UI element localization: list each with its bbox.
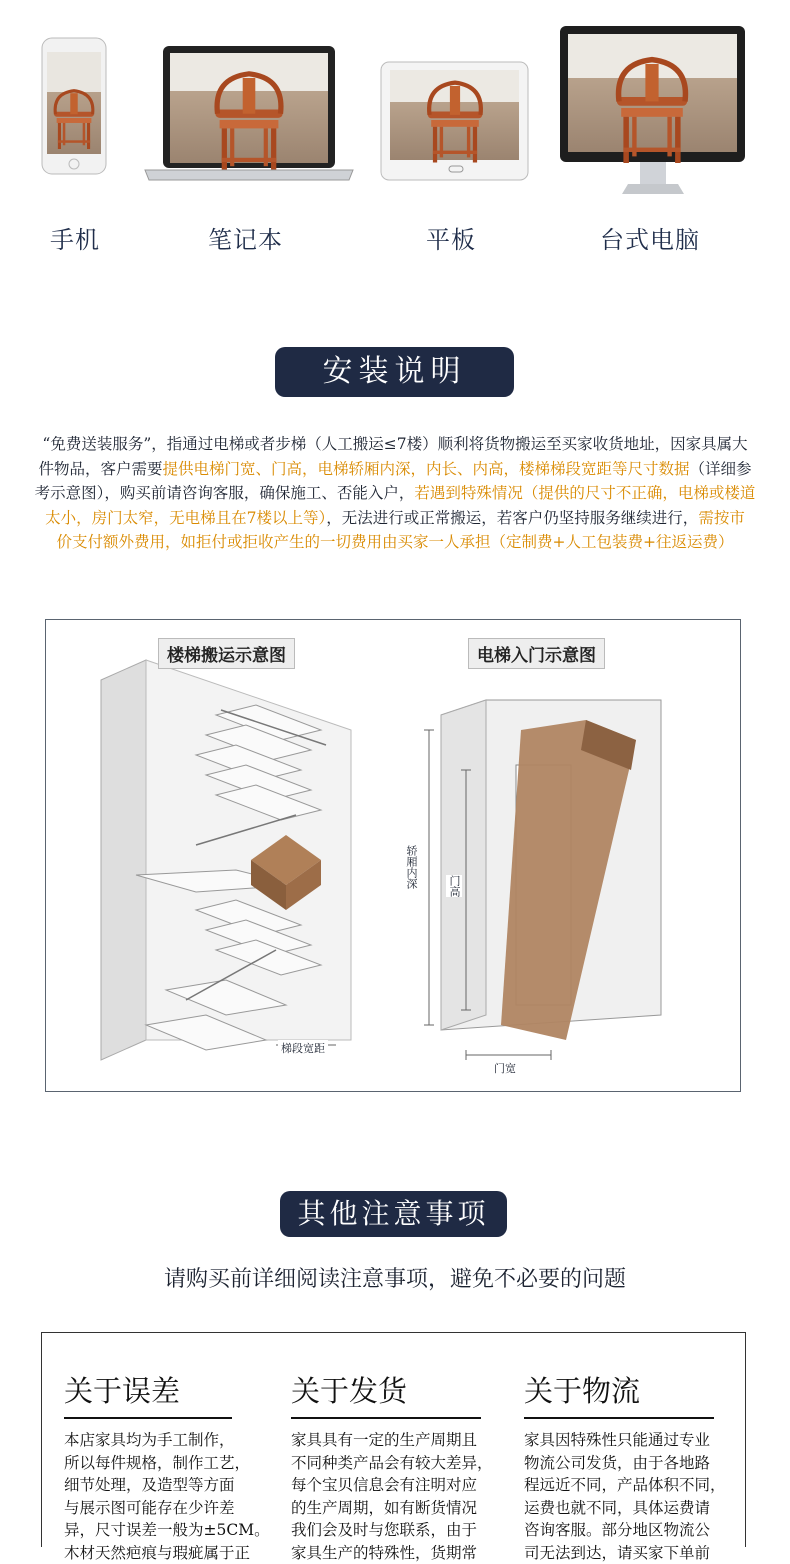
install-highlight: 提供电梯门宽、门高，电梯轿厢内深，内长、内高，楼梯梯段宽距等尺寸数据	[162, 460, 689, 478]
notes-line: 所以每件规格，制作工艺，	[64, 1452, 270, 1475]
install-line-1: “免费送装服务”，指通过电梯或者步梯（人工搬运≤7楼）顺利将货物搬运至买家收货地址，因家具属大	[0, 432, 790, 457]
notes-column-rule	[524, 1417, 714, 1419]
notes-column-body-logistics	[524, 1429, 726, 1564]
install-highlight: 若遇到特殊情况（提供的尺寸不正确，电梯或楼道	[414, 484, 755, 502]
door-width-label: 门宽	[494, 1060, 516, 1076]
install-highlight: 太小，房门太窄，无电梯且在7楼以上等）	[45, 509, 326, 527]
notes-line: 本店家具均为手工制作，	[64, 1429, 270, 1452]
stairs-diagram-label: 楼梯搬运示意图	[158, 638, 295, 669]
device-label-tablet: 平板	[426, 220, 476, 255]
elevator-diagram-label: 电梯入门示意图	[468, 638, 605, 669]
delivery-diagram	[45, 619, 741, 1092]
notes-column-title-error: 关于误差	[64, 1369, 180, 1410]
install-highlight: 需按市	[698, 509, 745, 527]
notes-subtitle: 请购买前详细阅读注意事项，避免不必要的问题	[0, 1262, 790, 1293]
notes-line: 不同种类产品会有较大差异，	[291, 1452, 493, 1475]
notes-line: 每个宝贝信息会有注明对应	[291, 1474, 493, 1497]
notes-column-title-shipping: 关于发货	[291, 1369, 407, 1410]
device-label-desktop: 台式电脑	[600, 220, 700, 255]
notes-line: 运费也就不同，具体运费请	[524, 1497, 726, 1520]
install-line-2	[0, 457, 790, 482]
notes-column-title-logistics: 关于物流	[524, 1369, 640, 1410]
notes-line: 我们会及时与您联系，由于	[291, 1519, 493, 1542]
install-text: 考示意图），购买前请咨询客服，确保施工、否能入户，	[35, 484, 415, 502]
notes-line: 木材天然疤痕与瑕疵属于正	[64, 1542, 270, 1564]
install-line-4	[0, 506, 790, 531]
notes-panel	[41, 1332, 746, 1547]
notes-line: 物流公司发货，由于各地路	[524, 1452, 726, 1475]
notes-line: 的生产周期，如有断货情况	[291, 1497, 493, 1520]
notes-line: 家具因特殊性只能通过专业	[524, 1429, 726, 1452]
install-section-title: 安装说明	[275, 347, 514, 397]
car-depth-label: 轿厢内深	[403, 845, 419, 889]
diagram-drawing	[46, 620, 740, 1091]
notes-line: 与展示图可能存在少许差	[64, 1497, 270, 1520]
notes-column-body-shipping	[291, 1429, 493, 1564]
notes-line: 司无法到达，请买家下单前	[524, 1542, 726, 1564]
device-label-phone: 手机	[50, 220, 100, 255]
install-description	[0, 432, 790, 555]
notes-column-rule	[291, 1417, 481, 1419]
laptop-device	[145, 46, 353, 180]
notes-line: 咨询客服。部分地区物流公	[524, 1519, 726, 1542]
install-text: ，无法进行或正常搬运，若客户仍坚持服务继续进行，	[326, 509, 698, 527]
door-height-label: 门高	[446, 875, 462, 897]
stair-width-label: 梯段宽距	[278, 1040, 328, 1056]
notes-section-title: 其他注意事项	[280, 1191, 507, 1237]
notes-line: 程远近不同，产品体积不同，	[524, 1474, 726, 1497]
phone-device	[42, 38, 106, 174]
tablet-device	[381, 62, 528, 180]
notes-line: 家具生产的特殊性，货期常	[291, 1542, 493, 1564]
notes-line: 异，尺寸误差一般为±5CM。	[64, 1519, 270, 1542]
install-line-5: 价支付额外费用，如拒付或拒收产生的一切费用由买家一人承担（定制费+人工包装费+往返运费）	[0, 530, 790, 555]
notes-column-rule	[64, 1417, 232, 1419]
notes-column-body-error	[64, 1429, 270, 1564]
install-text: （详细参	[690, 460, 752, 478]
notes-line: 细节处理，及造型等方面	[64, 1474, 270, 1497]
install-line-3	[0, 481, 790, 506]
device-label-laptop: 笔记本	[208, 220, 283, 255]
devices-illustration	[0, 0, 790, 210]
notes-line: 家具具有一定的生产周期且	[291, 1429, 493, 1452]
desktop-device	[560, 26, 745, 194]
install-text: 件物品，客户需要	[38, 460, 162, 478]
